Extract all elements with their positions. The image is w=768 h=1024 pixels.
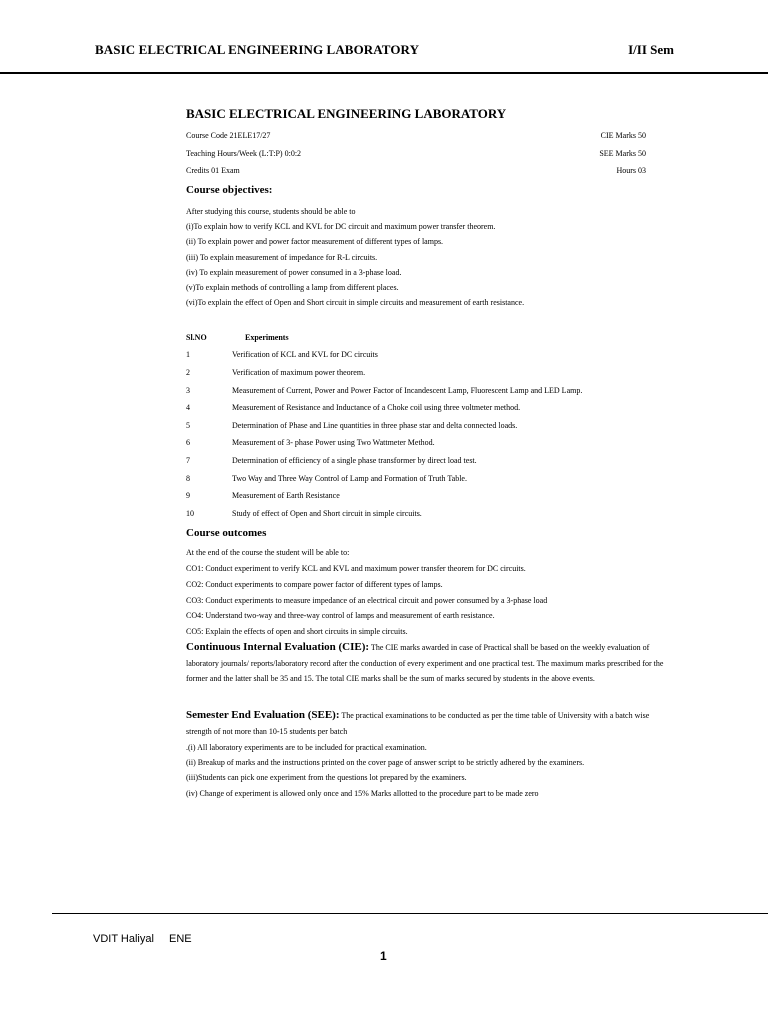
experiment-no: 10: [186, 509, 194, 518]
experiment-no: 6: [186, 438, 190, 447]
objective-item: (iv) To explain measurement of power consumed in a 3-phase load.: [186, 268, 402, 277]
experiment-no: 2: [186, 368, 190, 377]
experiment-no: 8: [186, 474, 190, 483]
see-item: (iii)Students can pick one experiment from the questions lot prepared by the examiners.: [186, 773, 467, 782]
outcome-item: CO2: Conduct experiments to compare power factor of different types of lamps.: [186, 580, 443, 589]
experiment-name: Measurement of 3- phase Power using Two Wattmeter Method.: [232, 438, 435, 447]
experiment-name: Measurement of Resistance and Inductance of a Choke coil using three voltmeter method.: [232, 403, 521, 412]
objective-item: (vi)To explain the effect of Open and Short circuit in simple circuits and measurement of earth resistance.: [186, 298, 525, 307]
page-number: 1: [380, 949, 387, 963]
teaching-hours: Teaching Hours/Week (L:T:P) 0:0:2: [186, 149, 302, 158]
objective-item: (iii) To explain measurement of impedance for R-L circuits.: [186, 253, 378, 262]
experiment-no: 3: [186, 386, 190, 395]
objective-item: (i)To explain how to verify KCL and KVL for DC circuit and maximum power transfer theorem.: [186, 222, 496, 231]
experiment-no: 4: [186, 403, 190, 412]
cie-heading: Continuous Internal Evaluation (CIE):: [186, 641, 370, 653]
objective-item: (ii) To explain power and power factor measurement of different types of lamps.: [186, 237, 444, 246]
experiment-name: Determination of Phase and Line quantities in three phase star and delta connected loads.: [232, 421, 518, 430]
experiment-name: Measurement of Current, Power and Power Factor of Incandescent Lamp, Fluorescent Lamp and LED Lamp.: [232, 386, 583, 395]
see-item: (ii) Breakup of marks and the instructions printed on the cover page of answer script to be strictly adhered by the examiners.: [186, 758, 585, 767]
objectives-intro: After studying this course, students should be able to: [186, 207, 356, 216]
experiment-no: 1: [186, 350, 190, 359]
outcome-item: CO5: Explain the effects of open and short circuits in simple circuits.: [186, 627, 408, 636]
see-marks: SEE Marks 50: [599, 149, 646, 158]
experiment-no: 9: [186, 491, 190, 500]
cie-paragraph: [186, 640, 674, 687]
experiment-no: 7: [186, 456, 190, 465]
outcomes-heading: Course outcomes: [186, 527, 267, 539]
see-item: (iv) Change of experiment is allowed only once and 15% Marks allotted to the procedure part to be made zero: [186, 789, 539, 798]
experiment-name: Two Way and Three Way Control of Lamp and Formation of Truth Table.: [232, 474, 467, 483]
outcome-item: CO3: Conduct experiments to measure impedance of an electrical circuit and power consumed by a 3-phase load: [186, 596, 548, 605]
exam-hours: Hours 03: [616, 166, 646, 175]
course-code: Course Code 21ELE17/27: [186, 131, 271, 140]
see-text: The practical examinations to be conducted as per the time table of University with a batch wise strength of not more than 10-15 students per batch: [186, 711, 650, 736]
outcome-item: CO4: Understand two-way and three-way control of lamps and measurement of earth resistance.: [186, 611, 495, 620]
cie-text: The CIE marks awarded in case of Practical shall be based on the weekly evaluation of laboratory journals/ reports/laboratory record after the conduction of every experiment and one practical test. The maximum marks prescribed for the former and the latter shall be 35 and 15. The total CIE marks shall be the sum of marks secured by students in the above events.: [186, 643, 664, 683]
see-item: .(i) All laboratory experiments are to be included for practical examination.: [186, 743, 427, 752]
footer-divider: [52, 913, 768, 914]
experiment-no: 5: [186, 421, 190, 430]
experiment-name: Measurement of Earth Resistance: [232, 491, 340, 500]
experiment-name: Verification of maximum power theorem.: [232, 368, 366, 377]
footer-info: [93, 933, 204, 945]
objectives-heading: Course objectives:: [186, 184, 273, 196]
objective-item: (v)To explain methods of controlling a lamp from different places.: [186, 283, 399, 292]
header-title: BASIC ELECTRICAL ENGINEERING LABORATORY: [95, 42, 420, 57]
document-title: BASIC ELECTRICAL ENGINEERING LABORATORY: [186, 106, 507, 121]
experiment-name: Verification of KCL and KVL for DC circuits: [232, 350, 378, 359]
outcomes-intro: At the end of the course the student will be able to:: [186, 548, 350, 557]
experiment-name: Study of effect of Open and Short circuit in simple circuits.: [232, 509, 422, 518]
col-experiments-header: Experiments: [245, 333, 289, 342]
header-semester: I/II Sem: [628, 42, 674, 57]
experiment-name: Determination of efficiency of a single phase transformer by direct load test.: [232, 456, 477, 465]
cie-marks: CIE Marks 50: [600, 131, 646, 140]
col-slno-header: Sl.NO: [186, 333, 207, 342]
credits: Credits 01 Exam: [186, 166, 240, 175]
see-paragraph: [186, 708, 674, 739]
header-divider: [0, 72, 768, 74]
footer-institute: VDIT Haliyal: [93, 933, 154, 945]
footer-dept: ENE: [169, 933, 192, 945]
see-heading: Semester End Evaluation (SEE):: [186, 709, 340, 721]
outcome-item: CO1: Conduct experiment to verify KCL and KVL and maximum power transfer theorem for DC circuits.: [186, 564, 526, 573]
